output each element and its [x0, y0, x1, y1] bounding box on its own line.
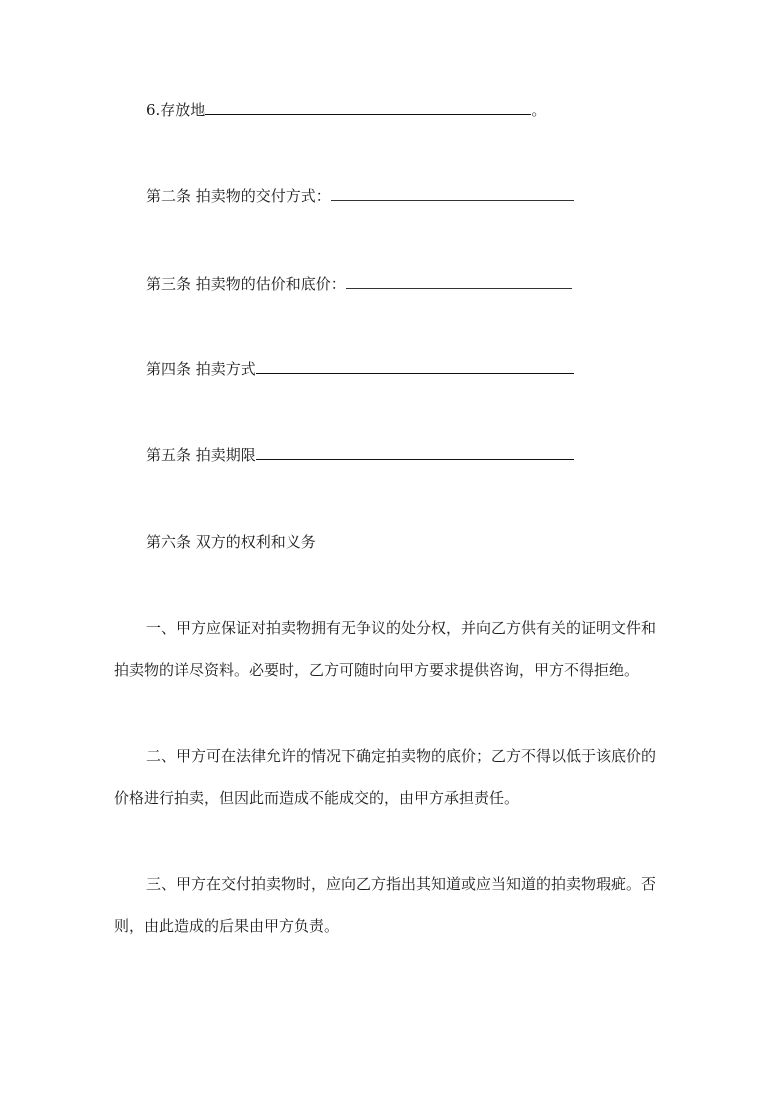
storage-location-blank[interactable]	[205, 113, 531, 115]
article-2-line	[146, 186, 574, 206]
clause-2-line-1: 二、甲方可在法律允许的情况下确定拍卖物的底价；乙方不得以低于该底价的	[146, 747, 657, 765]
article-3-line	[146, 274, 572, 294]
clause-3-line-1: 三、甲方在交付拍卖物时，应向乙方指出其知道或应当知道的拍卖物瑕疵。否	[146, 875, 657, 893]
clause-3-line-2: 则，由此造成的后果由甲方负责。	[114, 917, 340, 935]
article-4-line	[146, 359, 574, 379]
article-4-blank[interactable]	[256, 372, 574, 374]
clause-3	[114, 874, 662, 936]
section-title: 第六条 双方的权利和义务	[146, 533, 316, 551]
article-5-line	[146, 445, 574, 465]
clause-2	[114, 746, 662, 808]
article-2-label: 第二条 拍卖物的交付方式：	[146, 187, 331, 205]
article-3-blank[interactable]	[346, 287, 572, 289]
clause-1-line-1: 一、甲方应保证对拍卖物拥有无争议的处分权，并向乙方供有关的证明文件和	[146, 619, 657, 637]
article-5-blank[interactable]	[256, 458, 574, 460]
article-3-label: 第三条 拍卖物的估价和底价：	[146, 275, 346, 293]
article-2-blank[interactable]	[331, 199, 574, 201]
article-5-label: 第五条 拍卖期限	[146, 446, 256, 464]
storage-location-line	[146, 100, 546, 120]
clause-1	[114, 618, 662, 680]
article-4-label: 第四条 拍卖方式	[146, 360, 256, 378]
clause-2-line-2: 价格进行拍卖，但因此而造成不能成交的，由甲方承担责任。	[114, 789, 520, 807]
storage-location-label: 6.存放地	[146, 101, 206, 119]
storage-location-suffix: 。	[531, 101, 547, 119]
clause-1-line-2: 拍卖物的详尽资料。必要时，乙方可随时向甲方要求提供咨询，甲方不得拒绝。	[114, 661, 640, 679]
